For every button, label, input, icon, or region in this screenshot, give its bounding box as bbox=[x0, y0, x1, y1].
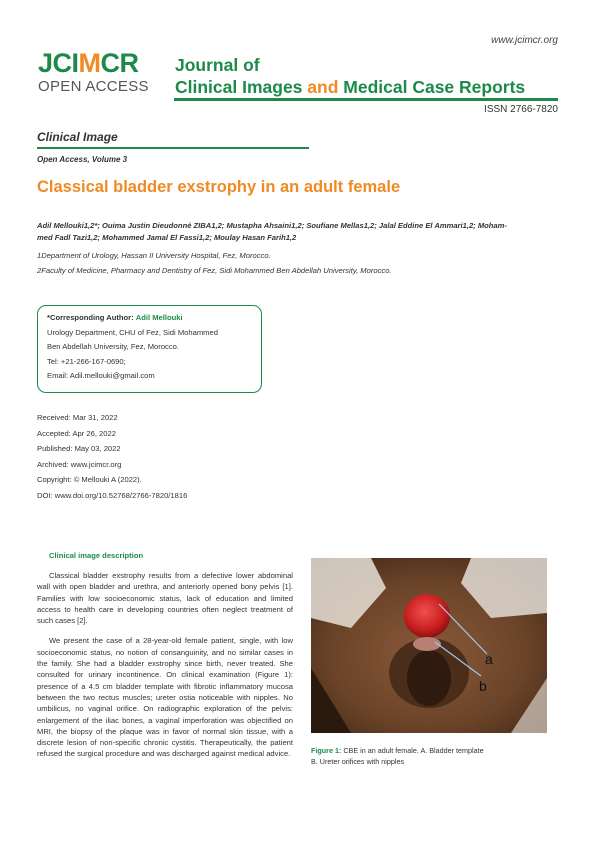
article-type-divider bbox=[37, 147, 309, 149]
corresponding-author-box bbox=[37, 305, 262, 393]
body-text bbox=[37, 570, 293, 769]
section-heading: Clinical image description bbox=[49, 551, 144, 560]
header-divider bbox=[174, 98, 558, 101]
accepted-date: Accepted: Apr 26, 2022 bbox=[37, 428, 116, 438]
issn: ISSN 2766-7820 bbox=[484, 104, 558, 115]
authors-line: Adil Mellouki1,2*; Ouima Justin Dieudonné ZIBA1,2; Mustapha Ahsaini1,2; Soufiane Mellas1,2; Jalal Eddine El Ammari1,2; Moham- bbox=[37, 221, 507, 230]
figure-label-a: a bbox=[485, 651, 493, 667]
figure-label-b: b bbox=[479, 678, 487, 694]
copyright: Copyright: © Mellouki A (2022). bbox=[37, 475, 142, 484]
doi-link[interactable]: DOI: www.doi.org/10.52768/2766-7820/1816 bbox=[37, 490, 188, 500]
body-paragraph: We present the case of a 28-year-old female patient, single, with low socioeconomic status, no notion of consanguinity, and no similar cases in the family. She had a bladder exstrophy since birth, never treated. She consulted for urinary incontinence. On clinical examination (Figure 1): presence of a 4.5 cm bladder template with fibrotic inflammatory mucosa between the two rectus muscles; ureter ostia noticeable with nipples. No umbilicus, no vaginal orifice. On radiographic exploration of the pelvis: enlargement of the iliac bones, a vaginal imperforation was objectified on MRI, the biopsy of the plaque was in favor of normal skin tissue, with a discrete lesion of non-specific chronic cystitis. Therapeutically, the patient refused the surgical procedure and was discharged against medical advice. bbox=[37, 636, 293, 759]
journal-logo bbox=[38, 49, 158, 95]
corresponding-address: Urology Department, CHU of Fez, Sidi Mohammed bbox=[47, 327, 218, 337]
logo-wordmark: JCIMCR bbox=[38, 48, 139, 78]
logo-open-access: OPEN ACCESS bbox=[38, 78, 149, 95]
figure-caption-label: Figure 1: bbox=[311, 746, 342, 755]
corresponding-name: Adil Mellouki bbox=[135, 313, 183, 322]
affiliation: 1Department of Urology, Hassan II University Hospital, Fez, Morocco. bbox=[37, 251, 271, 260]
clinical-photo-illustration bbox=[311, 558, 547, 733]
corresponding-address: Ben Abdellah University, Fez, Morocco. bbox=[47, 342, 179, 351]
body-paragraph: Classical bladder exstrophy results from a defective lower abdominal wall with open bladder and urethra, and anteriorly opened bony pelvis [1]. Families with low socioeconomic status, lack of education and limited access to health care in developing countries often neglect treatment of such cases [2]. bbox=[37, 571, 293, 626]
archived-info[interactable]: Archived: www.jcimcr.org bbox=[37, 459, 122, 469]
journal-name: Journal of Clinical Images and Medical Case Reports bbox=[175, 55, 526, 97]
volume-info: Open Access, Volume 3 bbox=[37, 155, 128, 164]
site-url[interactable]: www.jcimcr.org bbox=[491, 35, 558, 46]
affiliation: 2Faculty of Medicine, Pharmacy and Dentistry of Fez, Sidi Mohammed Ben Abdellah University, Morocco. bbox=[37, 266, 392, 275]
received-date: Received: Mar 31, 2022 bbox=[37, 413, 118, 422]
corresponding-email[interactable]: Email: Adil.mellouki@gmail.com bbox=[47, 371, 155, 380]
author-list bbox=[37, 220, 558, 244]
authors-line: med Fadl Tazi1,2; Mohammed Jamal El Fassi1,2; Moulay Hasan Farih1,2 bbox=[37, 233, 297, 242]
figure-caption: Figure 1: CBE in an adult female. A. Bladder template B. Ureter orifices with nipples bbox=[311, 746, 484, 766]
corresponding-tel: Tel: +21-266-167-0690; bbox=[47, 356, 126, 366]
article-type: Clinical Image bbox=[37, 130, 118, 144]
corresponding-label: *Corresponding Author: bbox=[47, 313, 134, 322]
article-title: Classical bladder exstrophy in an adult female bbox=[37, 178, 401, 196]
article-dates bbox=[37, 410, 187, 503]
clinical-photo bbox=[311, 558, 547, 733]
published-date: Published: May 03, 2022 bbox=[37, 444, 121, 453]
